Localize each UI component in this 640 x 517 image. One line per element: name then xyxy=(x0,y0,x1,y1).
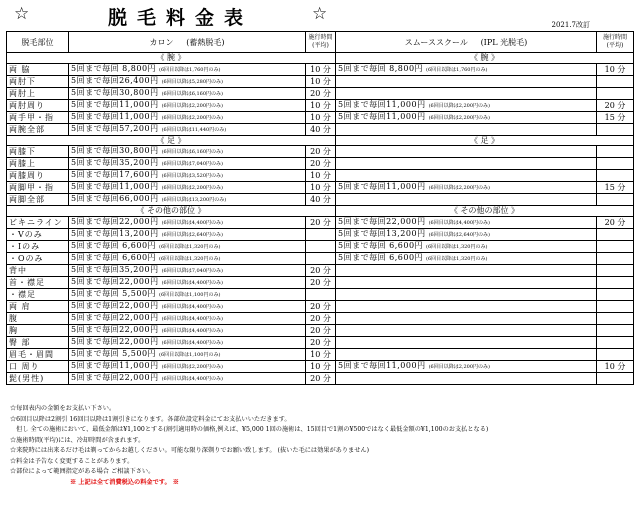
right-price-sub: (6回目以降は2,200円のみ) xyxy=(428,114,490,121)
left-price-main: 5回まで毎回22,000円 xyxy=(71,312,159,322)
note-line: 但し 全ての施術において、最低金額は¥1,100とする(割引適用時の価格,例えば、¥5,000 1回の施術は、15回目で1割の¥500ではなく最低金額の¥1,100のお支払となる) xyxy=(10,426,489,433)
left-price-main: 5回まで毎回11,000円 xyxy=(71,360,159,370)
left-price-sub: (6回目以降は11,440円のみ) xyxy=(161,126,227,133)
page-title: 脱毛料金表 xyxy=(108,7,254,29)
table-row xyxy=(7,228,634,240)
table-row xyxy=(7,99,634,111)
right-price-sub: (6回目以降は2,640円のみ) xyxy=(428,231,490,238)
right-price xyxy=(336,158,597,170)
price-table xyxy=(6,31,634,385)
left-price-main: 5回まで毎回11,000円 xyxy=(71,111,159,121)
left-price-main: 5回まで毎回17,600円 xyxy=(71,170,159,179)
left-time xyxy=(306,240,336,252)
part-name: 口 周り xyxy=(7,360,69,372)
left-price-sub: (6回目以降は2,640円のみ) xyxy=(161,231,223,238)
right-time xyxy=(597,324,634,336)
left-price-main: 5回まで毎回22,000円 xyxy=(71,216,159,226)
right-price-sub: (6回目以降は2,200円のみ) xyxy=(428,102,490,109)
left-price-main: 5回まで毎回 5,500円 xyxy=(71,288,157,298)
right-price xyxy=(336,300,597,312)
note-line: ☆毎回表内の金額をお支払い下さい。 xyxy=(10,405,116,412)
table-row xyxy=(7,158,634,170)
left-price-sub: (6回目以降は6,160円のみ) xyxy=(161,149,223,155)
left-price xyxy=(69,228,306,240)
left-price-sub: (6回目以降は1,100円のみ) xyxy=(159,351,221,358)
part-name: 両脚全部 xyxy=(7,194,69,206)
right-price xyxy=(336,146,597,158)
section-row xyxy=(7,135,634,146)
table-row xyxy=(7,146,634,158)
right-time xyxy=(597,170,634,182)
left-price xyxy=(69,264,306,276)
right-price xyxy=(336,348,597,360)
right-price xyxy=(336,372,597,384)
header-right-name: スムーススクール xyxy=(404,37,468,47)
right-time xyxy=(597,87,634,99)
left-price-sub: (6回目以降は1,100円のみ) xyxy=(159,291,221,298)
section-row xyxy=(7,206,634,217)
left-price xyxy=(69,99,306,111)
left-price xyxy=(69,348,306,360)
left-price xyxy=(69,111,306,123)
right-price xyxy=(336,276,597,288)
right-price-sub: (6回目以降は1,320円のみ) xyxy=(426,255,488,262)
header-time-right: 施行時間(平均) xyxy=(597,32,634,53)
part-name: 両手甲・指 xyxy=(7,111,69,123)
left-price-sub: (6回目以降は3,520円のみ) xyxy=(161,173,223,179)
right-price-main: 5回まで毎回11,000円 xyxy=(338,360,426,370)
right-price xyxy=(336,75,597,87)
table-row xyxy=(7,123,634,135)
left-time: 10 分 xyxy=(306,63,336,75)
left-price-sub: (6回目以降は7,040円のみ) xyxy=(161,267,223,274)
revision-date: 2021.7改訂 xyxy=(551,21,590,29)
right-price-sub: (6回目以降は2,200円のみ) xyxy=(428,185,490,191)
left-time xyxy=(306,228,336,240)
right-price xyxy=(336,194,597,206)
right-price xyxy=(336,170,597,182)
header-time-left: 施行時間(平均) xyxy=(306,32,336,53)
left-time: 10 分 xyxy=(306,182,336,194)
left-price xyxy=(69,87,306,99)
right-price xyxy=(336,264,597,276)
left-price-main: 5回まで毎回 5,500円 xyxy=(71,348,157,358)
right-price-sub: (6回目以降は4,400円のみ) xyxy=(428,219,490,226)
right-time xyxy=(597,336,634,348)
left-price-sub: (6回目以降は4,400円のみ) xyxy=(161,279,223,286)
left-price xyxy=(69,123,306,135)
right-price xyxy=(336,240,597,252)
right-time xyxy=(597,264,634,276)
right-price xyxy=(336,312,597,324)
left-price-sub: (6回目以降は5,280円のみ) xyxy=(161,78,223,85)
right-price xyxy=(336,336,597,348)
right-price-main: 5回まで毎回11,000円 xyxy=(338,99,426,109)
left-price-sub: (6回目以降は4,400円のみ) xyxy=(161,375,223,382)
section-row xyxy=(7,53,634,64)
left-price xyxy=(69,288,306,300)
left-price xyxy=(69,276,306,288)
left-price-main: 5回まで毎回11,000円 xyxy=(71,182,159,191)
left-price-sub: (6回目以降は4,400円のみ) xyxy=(161,219,223,226)
table-header-row xyxy=(7,32,634,53)
right-time xyxy=(597,288,634,300)
table-row xyxy=(7,111,634,123)
right-time xyxy=(597,228,634,240)
left-time xyxy=(306,288,336,300)
part-name: ・Iのみ xyxy=(7,240,69,252)
right-time: 10 分 xyxy=(597,360,634,372)
part-name: 胸 xyxy=(7,324,69,336)
left-price xyxy=(69,63,306,75)
left-price-main: 5回まで毎回 6,600円 xyxy=(71,240,157,250)
right-time xyxy=(597,348,634,360)
right-time: 15 分 xyxy=(597,111,634,123)
part-name: 臀 部 xyxy=(7,336,69,348)
left-time: 10 分 xyxy=(306,111,336,123)
left-price xyxy=(69,182,306,194)
left-time: 20 分 xyxy=(306,312,336,324)
left-price-sub: (6回目以降は6,160円のみ) xyxy=(161,90,223,97)
right-time: 10 分 xyxy=(597,63,634,75)
title-bar xyxy=(0,0,640,28)
section-label-right: 《 足 》 xyxy=(336,135,634,146)
note-line: ☆6回目以降は2割引 16回目以降は1割引きになります。各部位設定料金にてお支払いいただきます。 xyxy=(10,415,291,423)
star-right-icon: ☆ xyxy=(312,4,328,24)
part-name: ・襟足 xyxy=(7,288,69,300)
table-row xyxy=(7,336,634,348)
left-price xyxy=(69,336,306,348)
right-time xyxy=(597,240,634,252)
left-time: 20 分 xyxy=(306,158,336,170)
part-name: 首・襟足 xyxy=(7,276,69,288)
right-price-main: 5回まで毎回11,000円 xyxy=(338,111,426,121)
star-left-icon: ☆ xyxy=(14,4,30,24)
left-price-main: 5回まで毎回57,200円 xyxy=(71,123,159,133)
left-price-sub: (6回目以降は2,200円のみ) xyxy=(161,185,223,191)
right-price xyxy=(336,182,597,194)
left-time: 20 分 xyxy=(306,216,336,228)
left-time: 10 分 xyxy=(306,99,336,111)
left-price-main: 5回まで毎回22,000円 xyxy=(71,276,159,286)
table-row xyxy=(7,170,634,182)
table-row xyxy=(7,324,634,336)
right-time: 15 分 xyxy=(597,182,634,194)
part-name: 両腕全部 xyxy=(7,123,69,135)
part-name: ・Oのみ xyxy=(7,252,69,264)
left-price xyxy=(69,158,306,170)
right-price-main: 5回まで毎回 6,600円 xyxy=(338,252,424,262)
part-name: 背中 xyxy=(7,264,69,276)
right-price xyxy=(336,252,597,264)
right-price-main: 5回まで毎回 8,800円 xyxy=(338,63,424,73)
right-price xyxy=(336,63,597,75)
left-price-sub: (6回目以降は4,400円のみ) xyxy=(161,327,223,334)
table-row xyxy=(7,194,634,206)
right-time xyxy=(597,252,634,264)
table-row xyxy=(7,87,634,99)
notes xyxy=(10,404,635,488)
left-price xyxy=(69,324,306,336)
left-price-main: 5回まで毎回13,200円 xyxy=(71,228,159,238)
table-row xyxy=(7,63,634,75)
left-price-main: 5回まで毎回26,400円 xyxy=(71,75,159,85)
left-time: 20 分 xyxy=(306,276,336,288)
table-row xyxy=(7,252,634,264)
table-row xyxy=(7,372,634,384)
header-left-name: カロン xyxy=(149,37,174,47)
left-price xyxy=(69,146,306,158)
left-time: 10 分 xyxy=(306,75,336,87)
part-name: ビキニライン xyxy=(7,216,69,228)
tax-note: ※ 上記は全て消費税込の料金です。 ※ xyxy=(70,478,179,486)
header-part: 脱毛部位 xyxy=(7,32,69,53)
part-name: 両膝周り xyxy=(7,170,69,182)
part-name: 両脚甲・指 xyxy=(7,182,69,194)
part-name: 眉毛・眉間 xyxy=(7,348,69,360)
right-price-main: 5回まで毎回22,000円 xyxy=(338,216,426,226)
right-time xyxy=(597,312,634,324)
left-price xyxy=(69,170,306,182)
left-time: 10 分 xyxy=(306,348,336,360)
left-price-main: 5回まで毎回11,000円 xyxy=(71,99,159,109)
right-price-main: 5回まで毎回13,200円 xyxy=(338,228,426,238)
note-line: ☆来院時には出来るだけ毛は剃ってからお越しください。可能な限り深剃りでお願い致します。 (抜いた毛には効果がありません) xyxy=(10,447,369,454)
right-time xyxy=(597,276,634,288)
table-row xyxy=(7,264,634,276)
left-price xyxy=(69,75,306,87)
left-price-main: 5回まで毎回22,000円 xyxy=(71,324,159,334)
right-price xyxy=(336,360,597,372)
left-time: 20 分 xyxy=(306,264,336,276)
left-price xyxy=(69,312,306,324)
right-price xyxy=(336,216,597,228)
left-price-sub: (6回目以降は2,200円のみ) xyxy=(161,102,223,109)
left-price-main: 5回まで毎回22,000円 xyxy=(71,300,159,310)
left-price-main: 5回まで毎回35,200円 xyxy=(71,158,159,167)
section-label-right: 《 腕 》 xyxy=(336,53,634,64)
right-price-sub: (6回目以降は1,760円のみ) xyxy=(426,66,488,73)
table-row xyxy=(7,300,634,312)
table-row xyxy=(7,75,634,87)
right-price xyxy=(336,111,597,123)
right-time: 20 分 xyxy=(597,99,634,111)
left-time: 20 分 xyxy=(306,300,336,312)
part-name: 腹 xyxy=(7,312,69,324)
left-price-sub: (6回目以降は1,320円のみ) xyxy=(159,243,221,250)
left-price-sub: (6回目以降は1,760円のみ) xyxy=(159,66,221,73)
header-left-type: (蓄熱脱毛) xyxy=(186,37,225,47)
right-price xyxy=(336,99,597,111)
right-price xyxy=(336,87,597,99)
part-name: 両膝下 xyxy=(7,146,69,158)
left-price-main: 5回まで毎回66,000円 xyxy=(71,194,159,203)
left-time: 20 分 xyxy=(306,324,336,336)
left-price-sub: (6回目以降は7,040円のみ) xyxy=(161,161,223,167)
left-price xyxy=(69,252,306,264)
left-time: 10 分 xyxy=(306,360,336,372)
left-time: 10 分 xyxy=(306,170,336,182)
note-line: ☆施術時間(平均)には、冷却時間が含まれます。 xyxy=(10,436,145,444)
left-time: 20 分 xyxy=(306,372,336,384)
left-price-sub: (6回目以降は4,400円のみ) xyxy=(161,315,223,322)
left-time: 40 分 xyxy=(306,194,336,206)
part-name: ・Vのみ xyxy=(7,228,69,240)
table-row xyxy=(7,288,634,300)
left-price-sub: (6回目以降は2,200円のみ) xyxy=(161,114,223,121)
left-price xyxy=(69,216,306,228)
section-label-right: 《 その他の部位 》 xyxy=(336,206,634,217)
part-name: 両肘上 xyxy=(7,87,69,99)
header-right-type: (IPL 光脱毛) xyxy=(480,37,528,47)
left-price-sub: (6回目以降は1,320円のみ) xyxy=(159,255,221,262)
table-row xyxy=(7,240,634,252)
left-price-sub: (6回目以降は2,200円のみ) xyxy=(161,363,223,370)
left-time: 20 分 xyxy=(306,336,336,348)
left-price-sub: (6回目以降は13,200円のみ) xyxy=(161,197,227,203)
left-time: 20 分 xyxy=(306,87,336,99)
left-time: 20 分 xyxy=(306,146,336,158)
left-price xyxy=(69,360,306,372)
table-row xyxy=(7,276,634,288)
right-price xyxy=(336,288,597,300)
right-price xyxy=(336,324,597,336)
left-price-sub: (6回目以降は4,400円のみ) xyxy=(161,339,223,346)
table-row xyxy=(7,312,634,324)
note-line: ☆部位によって範囲指定がある場合 ご相談下さい。 xyxy=(10,468,155,475)
right-time xyxy=(597,300,634,312)
left-price-main: 5回まで毎回 6,600円 xyxy=(71,252,157,262)
right-price xyxy=(336,123,597,135)
right-time: 20 分 xyxy=(597,216,634,228)
left-time: 40 分 xyxy=(306,123,336,135)
left-price xyxy=(69,372,306,384)
right-time xyxy=(597,123,634,135)
part-name: 髭(男性) xyxy=(7,372,69,384)
right-time xyxy=(597,146,634,158)
left-price-main: 5回まで毎回35,200円 xyxy=(71,264,159,274)
part-name: 両膝上 xyxy=(7,158,69,170)
header-left-machine xyxy=(69,32,306,53)
part-name: 両 肩 xyxy=(7,300,69,312)
right-time xyxy=(597,75,634,87)
left-price xyxy=(69,300,306,312)
right-price xyxy=(336,228,597,240)
right-time xyxy=(597,194,634,206)
part-name: 両肘周り xyxy=(7,99,69,111)
left-price-main: 5回まで毎回22,000円 xyxy=(71,336,159,346)
table-row xyxy=(7,216,634,228)
section-label-left: 《 その他の部位 》 xyxy=(7,206,336,217)
section-label-left: 《 腕 》 xyxy=(7,53,336,64)
part-name: 両 脇 xyxy=(7,63,69,75)
right-price-sub: (6回目以降は1,320円のみ) xyxy=(426,243,488,250)
table-row xyxy=(7,182,634,194)
left-price-main: 5回まで毎回30,800円 xyxy=(71,87,159,97)
left-price xyxy=(69,194,306,206)
part-name: 両肘下 xyxy=(7,75,69,87)
right-time xyxy=(597,158,634,170)
left-time xyxy=(306,252,336,264)
section-label-left: 《 足 》 xyxy=(7,135,336,146)
table-row xyxy=(7,360,634,372)
note-line: ☆料金は予告なく変更することがあります。 xyxy=(10,457,134,465)
header-right-machine xyxy=(336,32,597,53)
right-price-main: 5回まで毎回 6,600円 xyxy=(338,240,424,250)
right-price-main: 5回まで毎回11,000円 xyxy=(338,182,426,191)
left-price-main: 5回まで毎回22,000円 xyxy=(71,372,159,382)
left-price-main: 5回まで毎回30,800円 xyxy=(71,146,159,155)
left-price xyxy=(69,240,306,252)
right-time xyxy=(597,372,634,384)
left-price-sub: (6回目以降は4,400円のみ) xyxy=(161,303,223,310)
right-price-sub: (6回目以降は2,200円のみ) xyxy=(428,363,490,370)
table-row xyxy=(7,348,634,360)
left-price-main: 5回まで毎回 8,800円 xyxy=(71,63,157,73)
